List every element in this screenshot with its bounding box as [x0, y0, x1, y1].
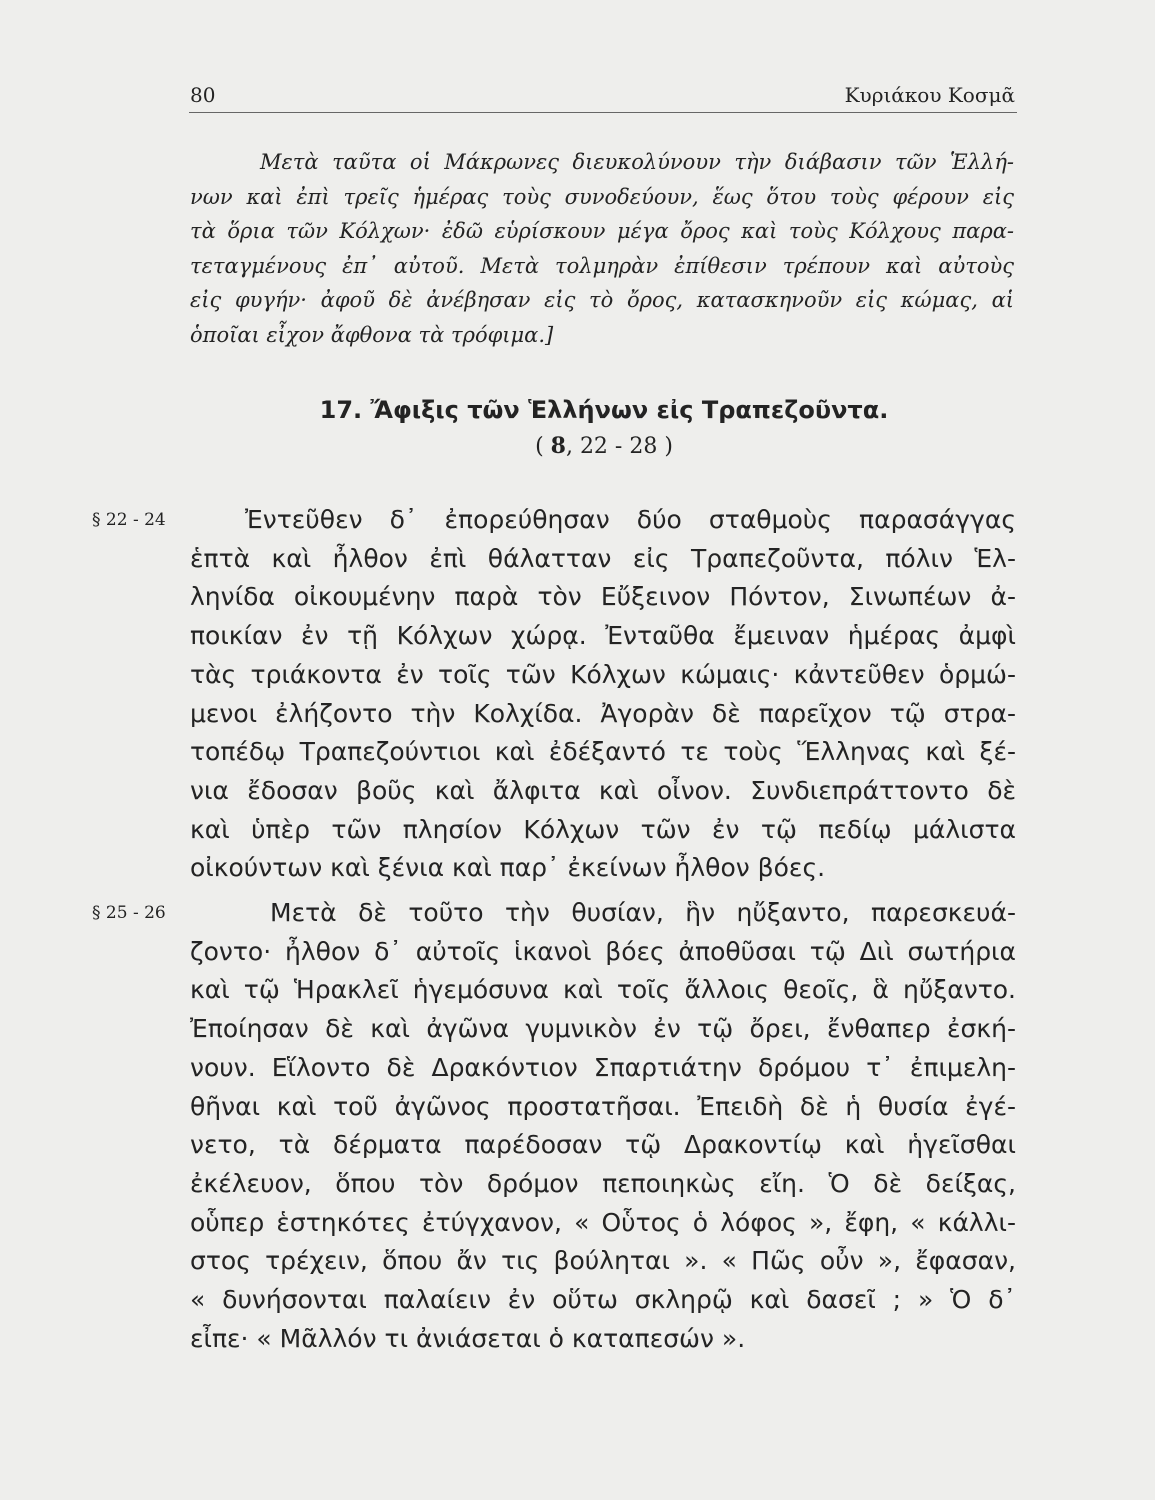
body-line — [190, 1242, 1018, 1281]
body-paragraph — [190, 501, 1018, 888]
body-line — [190, 1010, 1018, 1049]
body-line-text: Ἐποίησαν δὲ καὶ ἀγῶνα γυμνικὸν ἐν τῷ ὄρει, ἔνθαπερ ἐσκή- — [190, 1014, 1016, 1044]
summary-line — [190, 249, 1016, 284]
header-rule — [189, 112, 1017, 113]
section-reference — [190, 431, 1018, 462]
body-line — [190, 695, 1018, 734]
body-line-text: νια ἔδοσαν βοῦς καὶ ἄλφιτα καὶ οἶνον. Συνδιεπράττοντο δὲ — [190, 775, 1016, 805]
body-line-text: νετο, τὰ δέρματα παρέδοσαν τῷ Δρακοντίῳ καὶ ἡγεῖσθαι — [190, 1130, 1016, 1160]
body-line — [190, 811, 1018, 850]
body-line-text: ἐκέλευον, ὅπου τὸν δρόμον πεποιηκὼς εἴη. Ὁ δὲ δείξας, — [190, 1168, 1016, 1198]
body-line — [190, 1049, 1018, 1088]
body-line-text: εἶπε· « Μᾶλλόν τι ἀνιάσεται ὁ καταπεσών ». — [190, 1323, 746, 1353]
summary-line — [190, 318, 1016, 353]
body-line — [190, 933, 1018, 972]
body-line — [190, 1204, 1018, 1243]
summary-line — [190, 214, 1016, 249]
summary-line — [260, 145, 1016, 180]
page-number: 80 — [190, 83, 216, 107]
body-line-text: Ἐντεῦθεν δ᾽ ἐπορεύθησαν δύο σταθμοὺς παρασάγγας — [245, 505, 1016, 534]
reference-book: 8 — [550, 433, 566, 459]
body-line-text: θῆναι καὶ τοῦ ἀγῶνος προστατῆσαι. Ἐπειδὴ δὲ ἡ θυσία ἐγέ- — [190, 1091, 1016, 1121]
section-title: 17. Ἄφιξις τῶν Ἑλλήνων εἰς Τραπεζοῦντα. — [319, 396, 889, 424]
body-line-text: νουν. Εἵλοντο δὲ Δρακόντιον Σπαρτιάτην δρόμου τ᾽ ἐπιμελη- — [190, 1052, 1016, 1082]
summary-line — [190, 283, 1016, 318]
body-line — [190, 540, 1018, 579]
body-line — [270, 894, 1018, 933]
body-line-text: οὗπερ ἑστηκότες ἐτύγχανον, « Οὗτος ὁ λόφος », ἔφη, « κάλλι- — [190, 1207, 1016, 1237]
body-line-text: ποικίαν ἐν τῇ Κόλχων χώρᾳ. Ἐνταῦθα ἔμειναν ἡμέρας ἀμφὶ — [190, 621, 1016, 651]
body-line — [190, 971, 1018, 1010]
body-line-text: καὶ τῷ Ἡρακλεῖ ἡγεμόσυνα καὶ τοῖς ἄλλοις θεοῖς, ἃ ηὔξαντο. — [190, 975, 1016, 1005]
body-line — [190, 617, 1018, 656]
body-line — [190, 849, 1018, 888]
summary-line — [190, 180, 1016, 215]
body-line — [190, 733, 1018, 772]
body-line — [190, 578, 1018, 617]
summary-paragraph — [190, 145, 1016, 353]
body-line — [190, 656, 1018, 695]
margin-note: § 22 - 24 — [92, 510, 166, 530]
body-line — [190, 772, 1018, 811]
body-line-text: τοπέδῳ Τραπεζούντιοι καὶ ἐδέξαντό τε τοὺς Ἕλληνας καὶ ξέ- — [190, 737, 1016, 767]
body-paragraph — [190, 894, 1018, 1358]
summary-line-text: ὁποῖαι εἶχον ἄφθονα τὰ τρόφιμα.] — [190, 322, 554, 347]
body-line-text: Μετὰ δὲ τοῦτο τὴν θυσίαν, ἣν ηὔξαντο, παρεσκευά- — [270, 898, 1016, 927]
body-line-text: ζοντο· ἦλθον δ᾽ αὐτοῖς ἱκανοὶ βόες ἀποθῦσαι τῷ Διὶ σωτήρια — [190, 936, 1016, 966]
reference-rest: , 22 - 28 ) — [565, 434, 673, 459]
summary-line-text: εἰς φυγήν· ἀφοῦ δὲ ἀνέβησαν εἰς τὸ ὄρος, κατασκηνοῦν εἰς κώμας, αἱ — [190, 288, 1014, 313]
summary-line-text: τὰ ὅρια τῶν Κόλχων· ἐδῶ εὑρίσκουν μέγα ὄρος καὶ τοὺς Κόλχους παρα- — [190, 219, 1014, 244]
body-line — [190, 1126, 1018, 1165]
body-line-text: μενοι ἐλήζοντο τὴν Κολχίδα. Ἀγορὰν δὲ παρεῖχον τῷ στρα- — [190, 698, 1016, 728]
body-line-text: « δυνήσονται παλαίειν ἐν οὕτω σκληρῷ καὶ δασεῖ ; » Ὁ δ᾽ — [190, 1285, 1016, 1315]
body-line — [190, 1165, 1018, 1204]
body-line-text: οἰκούντων καὶ ξένια καὶ παρ᾽ ἐκείνων ἦλθον βόες. — [190, 853, 826, 883]
body-line — [190, 1281, 1018, 1320]
margin-note: § 25 - 26 — [92, 903, 166, 923]
summary-line-text: Μετὰ ταῦτα οἱ Μάκρωνες διευκολύνουν τὴν διάβασιν τῶν Ἑλλή- — [260, 150, 1014, 174]
summary-line-text: τεταγμένους ἐπ᾽ αὐτοῦ. Μετὰ τολμηρὰν ἐπίθεσιν τρέπουν καὶ αὐτοὺς — [190, 253, 1014, 278]
body-line — [245, 501, 1018, 540]
reference-open: ( — [535, 434, 551, 459]
running-head: Κυριάκου Κοσμᾶ — [844, 83, 1015, 107]
body-line-text: ληνίδα οἰκουμένην παρὰ τὸν Εὔξεινον Πόντον, Σινωπέων ἀ- — [190, 582, 1016, 612]
body-line — [190, 1088, 1018, 1127]
body-line — [190, 1320, 1018, 1359]
body-line-text: ἑπτὰ καὶ ἦλθον ἐπὶ θάλατταν εἰς Τραπεζοῦντα, πόλιν Ἑλ- — [190, 543, 1016, 573]
summary-line-text: νων καὶ ἐπὶ τρεῖς ἡμέρας τοὺς συνοδεύουν, ἕως ὅτου τοὺς φέρουν εἰς — [190, 184, 1014, 209]
body-line-text: καὶ ὑπὲρ τῶν πλησίον Κόλχων τῶν ἐν τῷ πεδίῳ μάλιστα — [190, 814, 1016, 844]
body-line-text: στος τρέχειν, ὅπου ἄν τις βούληται ». « Πῶς οὖν », ἔφασαν, — [190, 1246, 1016, 1276]
body-line-text: τὰς τριάκοντα ἐν τοῖς τῶν Κόλχων κώμαις· κἀντεῦθεν ὁρμώ- — [190, 659, 1016, 689]
